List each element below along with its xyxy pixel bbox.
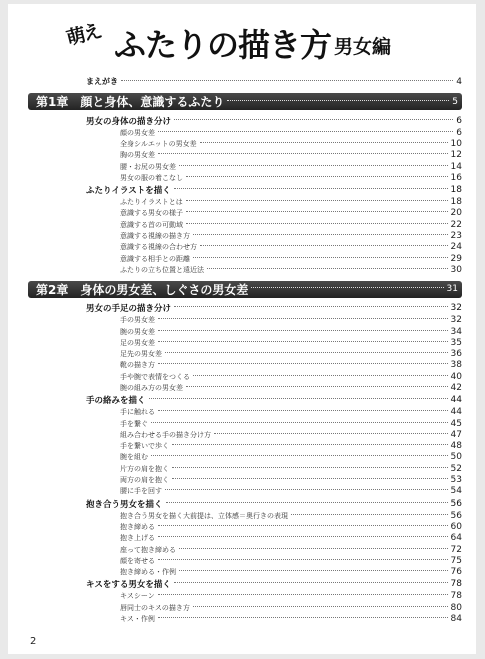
leader-dots [193,234,448,235]
toc-item-page: 22 [450,219,462,230]
toc-item-page: 16 [450,172,462,183]
leader-dots [172,444,448,445]
toc-section-page: 44 [450,395,462,406]
leader-dots [174,582,448,583]
leader-dots [193,257,448,258]
toc-item-label: 靴の描き方 [120,361,155,370]
toc-section-label: 抱き合う男女を描く [86,499,163,510]
leader-dots [165,489,448,490]
toc-item-label: ふたりの立ち位置と遠近法 [120,265,204,274]
toc-item-label: 男女の服の着こなし [120,173,183,182]
toc-chapter[interactable] [28,281,462,298]
toc-item[interactable] [28,371,462,382]
toc-chapter-page: 31 [446,284,458,295]
toc-item-label: 意識する男女の様子 [120,209,183,218]
leader-dots [158,318,448,319]
toc-item[interactable] [28,452,462,463]
toc-item-label: 全身シルエットの男女差 [120,139,197,148]
toc-item-label: 両方の肩を抱く [120,476,169,485]
toc-item[interactable] [28,533,462,544]
toc-item-page: 48 [450,441,462,452]
leader-dots [158,363,448,364]
toc-chapter-label: 第2章 身体の男女差、しぐさの男女差 [36,282,249,297]
toc-preface-page: 4 [456,76,462,87]
toc-item-page: 14 [450,161,462,172]
toc-item[interactable] [28,315,462,326]
toc-item-page: 53 [450,475,462,486]
toc-item-page: 54 [450,486,462,497]
toc-item-page: 44 [450,407,462,418]
toc-item-label: 手の男女差 [120,316,155,325]
toc-preface-label: まえがき [86,77,118,86]
toc-item-page: 84 [450,614,462,625]
leader-dots [158,341,448,342]
title-moe: 萌え [64,20,103,50]
toc-item-label: 片方の肩を抱く [120,464,169,473]
leader-dots [158,131,453,132]
leader-dots [207,268,448,269]
toc-chapter-label: 第1章 顔と身体、意識するふたり [36,95,225,109]
toc-item-page: 56 [450,510,462,521]
toc-item[interactable] [28,429,462,440]
toc-item-page: 35 [450,337,462,348]
toc-item-page: 24 [450,242,462,253]
toc-item[interactable] [28,242,462,253]
book-title [66,18,426,66]
toc-item[interactable] [28,418,462,429]
toc-section-page: 78 [450,579,462,590]
leader-dots [158,617,448,618]
toc-item-label: 手に触れる [120,408,155,417]
toc-item-page: 52 [450,463,462,474]
toc-item[interactable] [28,567,462,578]
toc-item[interactable] [28,613,462,624]
toc-section-label: ふたりイラストを描く [86,185,171,196]
leader-dots [251,287,443,288]
toc-item[interactable] [28,486,462,497]
toc-section[interactable] [28,114,462,127]
toc-item-page: 34 [450,326,462,337]
toc-item[interactable] [28,161,462,172]
leader-dots [186,386,448,387]
toc-item[interactable] [28,253,462,264]
leader-dots [172,467,448,468]
toc-item[interactable] [28,138,462,149]
toc-item[interactable] [28,510,462,521]
toc-item[interactable] [28,219,462,230]
toc-item[interactable] [28,555,462,566]
toc-item-page: 45 [450,418,462,429]
toc-item[interactable] [28,337,462,348]
toc-item-label: 顔の男女差 [120,128,155,137]
book-page [8,4,476,654]
toc-item-page: 60 [450,521,462,532]
toc-body [28,93,462,625]
toc-item-page: 72 [450,544,462,555]
toc-item-label: 顔を寄せる [120,556,155,565]
toc-item-page: 75 [450,555,462,566]
toc-section-page: 56 [450,498,462,509]
toc-chapter[interactable] [28,93,462,110]
toc-item-label: 手や腕で表情をつくる [120,372,190,381]
leader-dots [121,80,453,81]
toc-item-page: 80 [450,602,462,613]
toc-item[interactable] [28,326,462,337]
toc-item[interactable] [28,463,462,474]
toc-item[interactable] [28,127,462,138]
toc-item-label: 座って抱き締める [120,545,176,554]
toc-section-label: キスをする男女を描く [86,580,171,591]
leader-dots [158,594,448,595]
leader-dots [174,188,448,189]
leader-dots [158,153,448,154]
toc-item-label: 手を繋いで歩く [120,442,169,451]
toc-item-label: 意識する相手との距離 [120,254,190,263]
leader-dots [291,514,448,515]
table-of-contents [28,73,462,625]
toc-item[interactable] [28,264,462,275]
toc-section-page: 18 [450,184,462,195]
leader-dots [158,536,448,537]
toc-item[interactable] [28,474,462,485]
toc-section[interactable] [28,302,462,315]
toc-item-label: 意識する視線の合わせ方 [120,243,197,252]
toc-section-page: 32 [450,303,462,314]
toc-item[interactable] [28,348,462,359]
toc-item-page: 6 [456,127,462,138]
toc-item-page: 50 [450,452,462,463]
leader-dots [179,165,448,166]
leader-dots [158,525,448,526]
toc-item[interactable] [28,150,462,161]
leader-dots [214,433,448,434]
toc-item[interactable] [28,407,462,418]
leader-dots [186,211,448,212]
leader-dots [179,548,448,549]
toc-item-page: 76 [450,567,462,578]
toc-item-page: 18 [450,197,462,208]
toc-item[interactable] [28,591,462,602]
toc-item-label: 腕を組む [120,453,148,462]
toc-item-label: 腰に手を回す [120,487,162,496]
toc-item[interactable] [28,544,462,555]
toc-item-label: 腰・お尻の男女差 [120,162,176,171]
leader-dots [179,570,448,571]
toc-item-page: 23 [450,231,462,242]
toc-item-label: 抱き合う男女を描く大前提は、立体感＝奥行きの表現 [120,511,288,520]
toc-item-page: 38 [450,360,462,371]
toc-section[interactable] [28,394,462,407]
toc-item-label: ふたりイラストとは [120,198,183,207]
toc-item[interactable] [28,382,462,393]
toc-item-page: 29 [450,253,462,264]
toc-item-label: キス・作例 [120,615,155,624]
leader-dots [151,422,448,423]
toc-item-label: 足の男女差 [120,338,155,347]
toc-preface[interactable] [28,75,462,88]
toc-item-page: 47 [450,429,462,440]
toc-chapter-page: 5 [452,96,458,107]
toc-item[interactable] [28,196,462,207]
leader-dots [174,119,453,120]
toc-item-label: 組み合わせる手の描き分け方 [120,430,211,439]
leader-dots [200,245,448,246]
leader-dots [151,455,448,456]
leader-dots [158,410,448,411]
toc-item-label: 足先の男女差 [120,350,162,359]
leader-dots [186,176,448,177]
leader-dots [158,330,448,331]
toc-item[interactable] [28,230,462,241]
toc-item-label: 唇同士のキスの描き方 [120,603,190,612]
toc-item[interactable] [28,441,462,452]
toc-section[interactable] [28,183,462,196]
leader-dots [174,306,448,307]
toc-item-page: 36 [450,349,462,360]
title-sub: 男女編 [334,36,392,58]
toc-item-label: 抱き上げる [120,534,155,543]
toc-item-page: 12 [450,150,462,161]
toc-item-label: 手を繋ぐ [120,419,148,428]
toc-section[interactable] [28,578,462,591]
toc-item-label: 腕の組み方の男女差 [120,383,183,392]
toc-item[interactable] [28,208,462,219]
toc-section-label: 手の絡みを描く [86,396,146,407]
toc-item[interactable] [28,172,462,183]
leader-dots [200,142,448,143]
leader-dots [165,352,448,353]
leader-dots [166,502,448,503]
toc-item-page: 40 [450,371,462,382]
leader-dots [186,200,448,201]
leader-dots [193,375,448,376]
leader-dots [172,478,448,479]
toc-item-label: 胸の男女差 [120,151,155,160]
leader-dots [193,606,448,607]
toc-item-page: 30 [450,264,462,275]
toc-item-label: キスシーン [120,592,155,601]
toc-item-page: 32 [450,315,462,326]
toc-item[interactable] [28,360,462,371]
page-number: 2 [30,636,37,647]
toc-section-label: 男女の身体の描き分け [86,116,172,127]
toc-item-page: 78 [450,591,462,602]
toc-item-page: 20 [450,208,462,219]
toc-section[interactable] [28,497,462,510]
toc-item-page: 64 [450,533,462,544]
toc-item-label: 抱き締める・作例 [120,568,176,577]
toc-item-label: 腕の男女差 [120,327,155,336]
leader-dots [158,559,448,560]
toc-item-label: 意識する首の可動域 [120,220,183,229]
toc-item-label: 抱き締める [120,522,155,531]
toc-item[interactable] [28,521,462,532]
toc-section-page: 6 [456,115,462,126]
leader-dots [186,223,448,224]
toc-item[interactable] [28,602,462,613]
title-main: ふたりの描き方 [114,26,332,64]
toc-item-label: 意識する視線の描き方 [120,232,190,241]
toc-item-page: 10 [450,138,462,149]
toc-item-page: 42 [450,382,462,393]
leader-dots [149,398,448,399]
leader-dots [227,100,449,101]
toc-section-label: 男女の手足の描き分け [86,304,172,315]
